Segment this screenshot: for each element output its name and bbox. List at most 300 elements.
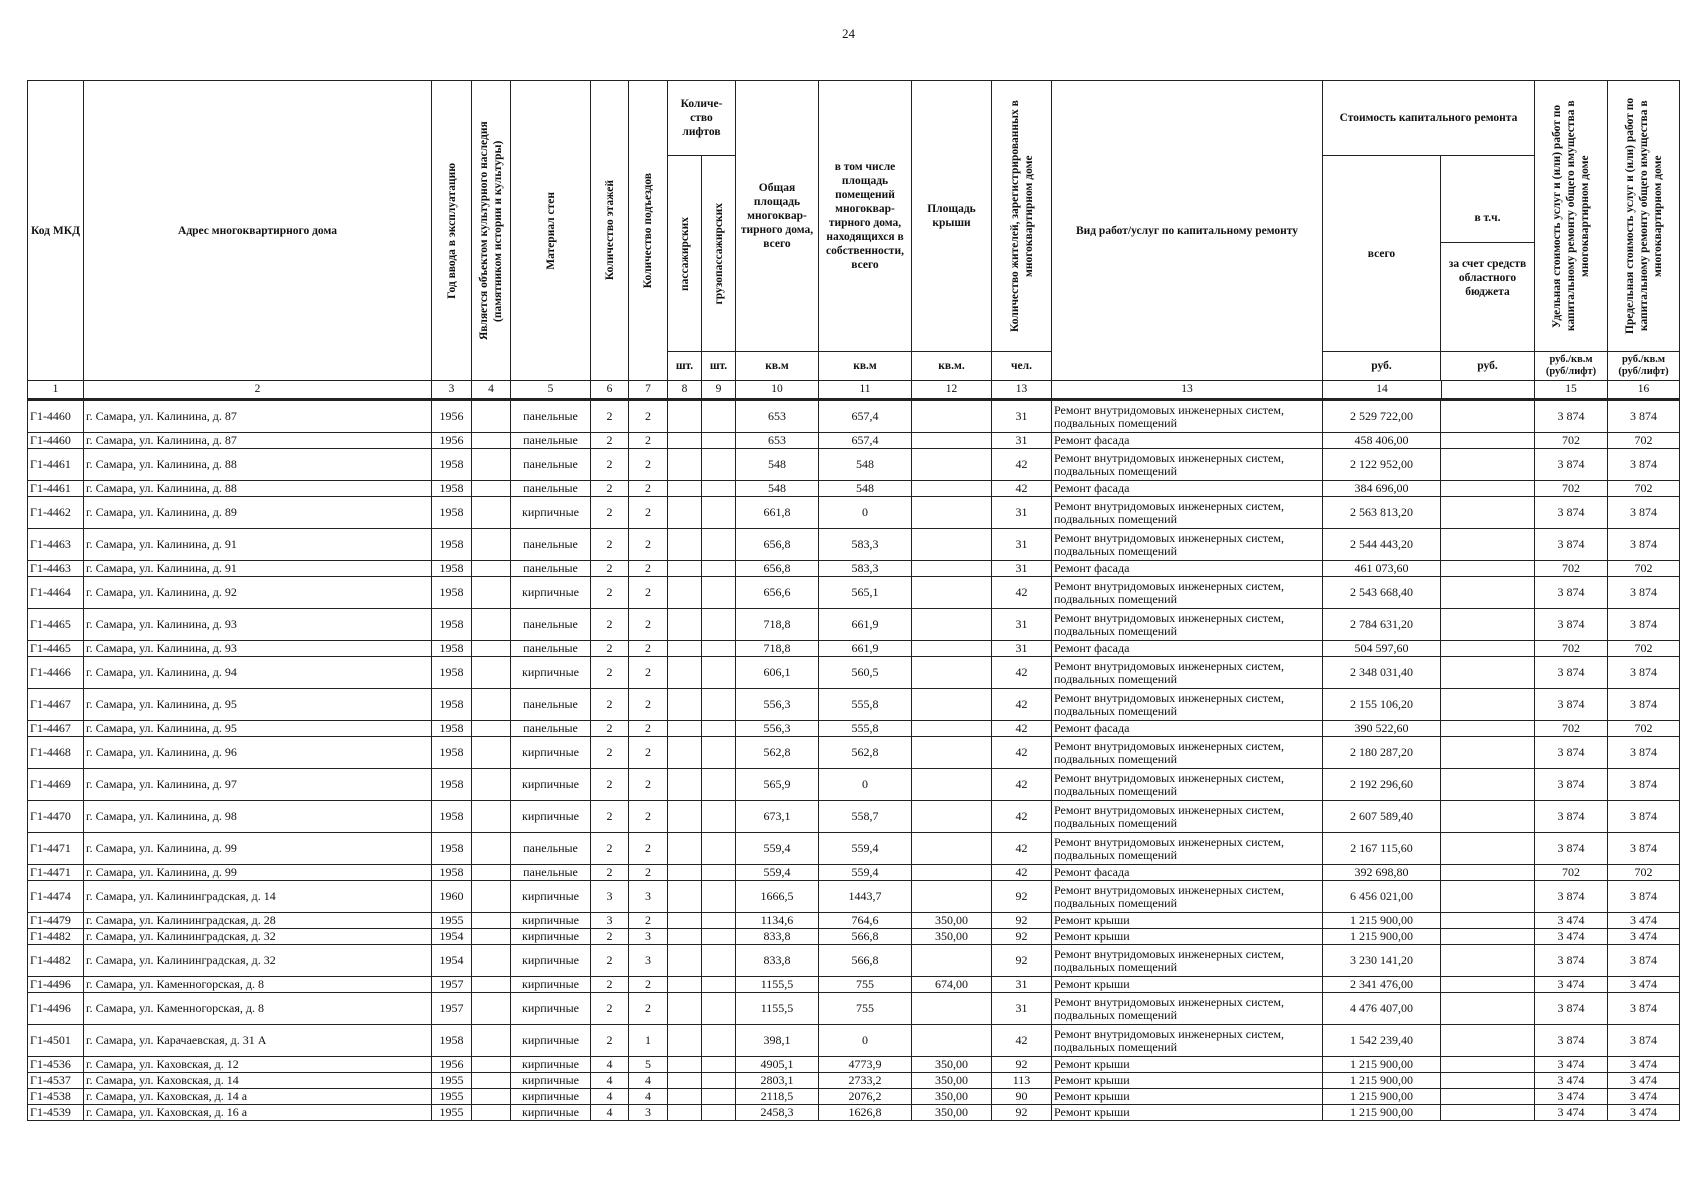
row-lifts-passenger (668, 769, 702, 801)
row-material: кирпичные (511, 977, 591, 993)
row-material: панельные (511, 641, 591, 657)
row-cost-regional (1441, 1105, 1535, 1121)
row-address: г. Самара, ул. Калининградская, д. 28 (84, 913, 432, 929)
row-code: Г1-4467 (28, 721, 84, 737)
row-unit-cost: 3 874 (1535, 609, 1608, 641)
row-cost-total: 2 155 106,20 (1323, 689, 1441, 721)
row-work-type: Ремонт внутридомовых инженерных систем, подвальных помещений (1052, 737, 1323, 769)
row-total-area: 559,4 (736, 865, 819, 881)
row-material: панельные (511, 481, 591, 497)
row-material: панельные (511, 609, 591, 641)
row-heritage (472, 433, 511, 449)
row-heritage (472, 497, 511, 529)
row-unit-cost: 702 (1535, 641, 1608, 657)
row-cost-total: 392 698,80 (1323, 865, 1441, 881)
col-number (1323, 381, 1535, 400)
row-entrances: 2 (629, 865, 668, 881)
row-work-type: Ремонт крыши (1052, 929, 1323, 945)
unit-unit-cost: руб./кв.м (руб/лифт) (1535, 352, 1608, 381)
row-cost-regional (1441, 481, 1535, 497)
row-address: г. Самара, ул. Карачаевская, д. 31 А (84, 1025, 432, 1057)
row-address: г. Самара, ул. Калинина, д. 95 (84, 721, 432, 737)
col-header-total-area: Общая площадь многоквар-тирного дома, всего (736, 81, 819, 352)
row-lifts-passenger (668, 929, 702, 945)
row-heritage (472, 1025, 511, 1057)
row-material: панельные (511, 449, 591, 481)
row-address: г. Самара, ул. Калинина, д. 94 (84, 657, 432, 689)
row-max-cost: 3 874 (1608, 833, 1680, 865)
row-code: Г1-4465 (28, 609, 84, 641)
row-address: г. Самара, ул. Каховская, д. 14 а (84, 1089, 432, 1105)
row-cost-total: 1 215 900,00 (1323, 1057, 1441, 1073)
col-header-roof-area: Площадь крыши (912, 81, 992, 352)
row-heritage (472, 929, 511, 945)
row-total-area: 559,4 (736, 833, 819, 865)
row-total-area: 548 (736, 449, 819, 481)
row-total-area: 718,8 (736, 609, 819, 641)
row-cost-total: 2 341 476,00 (1323, 977, 1441, 993)
row-owned-area: 755 (819, 977, 912, 993)
col-header-cost-regional: за счет средств областного бюджета (1448, 258, 1527, 299)
row-year: 1955 (432, 1089, 472, 1105)
row-roof-area (912, 881, 992, 913)
row-address: г. Самара, ул. Калининградская, д. 14 (84, 881, 432, 913)
row-unit-cost: 3 874 (1535, 881, 1608, 913)
row-cost-total: 458 406,00 (1323, 433, 1441, 449)
row-address: г. Самара, ул. Калинина, д. 93 (84, 641, 432, 657)
row-total-area: 556,3 (736, 721, 819, 737)
row-residents: 31 (992, 609, 1052, 641)
col-header-heritage-text: Является объектом культурного наследия (памятником истории и культуры) (478, 121, 504, 340)
row-unit-cost: 3 874 (1535, 945, 1608, 977)
row-floors: 2 (591, 721, 629, 737)
row-roof-area (912, 993, 992, 1025)
row-total-area: 656,8 (736, 529, 819, 561)
row-floors: 2 (591, 993, 629, 1025)
row-address: г. Самара, ул. Каменногорская, д. 8 (84, 977, 432, 993)
row-entrances: 3 (629, 881, 668, 913)
row-address: г. Самара, ул. Каховская, д. 12 (84, 1057, 432, 1073)
row-owned-area: 0 (819, 769, 912, 801)
col-header-code: Код МКД (28, 81, 84, 381)
row-work-type: Ремонт крыши (1052, 1089, 1323, 1105)
row-cost-total: 1 215 900,00 (1323, 1105, 1441, 1121)
row-code: Г1-4479 (28, 913, 84, 929)
row-roof-area: 350,00 (912, 929, 992, 945)
row-residents: 31 (992, 977, 1052, 993)
row-address: г. Самара, ул. Каховская, д. 14 (84, 1073, 432, 1089)
row-floors: 4 (591, 1073, 629, 1089)
row-year: 1955 (432, 1105, 472, 1121)
row-lifts-freight (702, 657, 736, 689)
row-roof-area: 350,00 (912, 1073, 992, 1089)
row-year: 1958 (432, 721, 472, 737)
row-unit-cost: 3 874 (1535, 769, 1608, 801)
row-lifts-freight (702, 721, 736, 737)
row-max-cost: 702 (1608, 561, 1680, 577)
row-cost-total: 1 215 900,00 (1323, 929, 1441, 945)
row-entrances: 2 (629, 689, 668, 721)
row-code: Г1-4466 (28, 657, 84, 689)
row-floors: 2 (591, 865, 629, 881)
row-floors: 2 (591, 801, 629, 833)
row-max-cost: 3 874 (1608, 529, 1680, 561)
row-lifts-freight (702, 449, 736, 481)
row-lifts-freight (702, 1025, 736, 1057)
row-code: Г1-4501 (28, 1025, 84, 1057)
row-year: 1956 (432, 1057, 472, 1073)
row-work-type: Ремонт крыши (1052, 1057, 1323, 1073)
row-cost-regional (1441, 721, 1535, 737)
row-total-area: 2458,3 (736, 1105, 819, 1121)
row-roof-area (912, 721, 992, 737)
row-entrances: 1 (629, 1025, 668, 1057)
row-code: Г1-4471 (28, 833, 84, 865)
col-number: 13 (1052, 381, 1323, 400)
row-unit-cost: 3 474 (1535, 1089, 1608, 1105)
row-year: 1956 (432, 433, 472, 449)
row-entrances: 2 (629, 561, 668, 577)
row-owned-area: 0 (819, 497, 912, 529)
row-lifts-freight (702, 993, 736, 1025)
row-unit-cost: 3 474 (1535, 1105, 1608, 1121)
row-work-type: Ремонт внутридомовых инженерных систем, подвальных помещений (1052, 449, 1323, 481)
col-header-residents-text: Количество жителей, зарегистрированных в многоквартирном доме (1008, 100, 1035, 332)
row-work-type: Ремонт крыши (1052, 977, 1323, 993)
row-cost-total: 2 784 631,20 (1323, 609, 1441, 641)
row-total-area: 556,3 (736, 689, 819, 721)
table-row (28, 1057, 1680, 1073)
row-entrances: 3 (629, 929, 668, 945)
table-row (28, 609, 1680, 641)
row-residents: 113 (992, 1073, 1052, 1089)
row-code: Г1-4482 (28, 945, 84, 977)
row-material: кирпичные (511, 577, 591, 609)
row-address: г. Самара, ул. Каменногорская, д. 8 (84, 993, 432, 1025)
row-floors: 2 (591, 497, 629, 529)
row-unit-cost: 702 (1535, 865, 1608, 881)
row-code: Г1-4463 (28, 529, 84, 561)
row-total-area: 833,8 (736, 929, 819, 945)
row-lifts-freight (702, 977, 736, 993)
row-cost-regional (1441, 1025, 1535, 1057)
row-work-type: Ремонт крыши (1052, 913, 1323, 929)
row-total-area: 673,1 (736, 801, 819, 833)
row-cost-total: 2 180 287,20 (1323, 737, 1441, 769)
col-number: 12 (912, 381, 992, 400)
table-row (28, 689, 1680, 721)
row-total-area: 661,8 (736, 497, 819, 529)
row-residents: 42 (992, 833, 1052, 865)
row-roof-area: 350,00 (912, 1057, 992, 1073)
row-year: 1955 (432, 913, 472, 929)
row-owned-area: 566,8 (819, 929, 912, 945)
row-lifts-freight (702, 433, 736, 449)
col-header-lifts-freight-text: грузопассажирских (712, 202, 725, 305)
row-roof-area (912, 449, 992, 481)
row-total-area: 656,6 (736, 577, 819, 609)
row-unit-cost: 3 874 (1535, 801, 1608, 833)
row-material: кирпичные (511, 945, 591, 977)
row-unit-cost: 3 474 (1535, 929, 1608, 945)
row-address: г. Самара, ул. Калинина, д. 87 (84, 433, 432, 449)
row-residents: 42 (992, 737, 1052, 769)
row-cost-regional (1441, 769, 1535, 801)
row-max-cost: 702 (1608, 721, 1680, 737)
row-year: 1958 (432, 641, 472, 657)
row-residents: 42 (992, 865, 1052, 881)
row-cost-total: 2 167 115,60 (1323, 833, 1441, 865)
row-lifts-freight (702, 833, 736, 865)
row-year: 1958 (432, 497, 472, 529)
row-max-cost: 3 874 (1608, 737, 1680, 769)
row-address: г. Самара, ул. Калининградская, д. 32 (84, 945, 432, 977)
row-year: 1958 (432, 1025, 472, 1057)
row-owned-area: 2076,2 (819, 1089, 912, 1105)
row-floors: 4 (591, 1105, 629, 1121)
row-material: кирпичные (511, 769, 591, 801)
row-address: г. Самара, ул. Калинина, д. 92 (84, 577, 432, 609)
row-total-area: 653 (736, 400, 819, 433)
col-header-cost-regional-group (1441, 156, 1535, 352)
row-owned-area: 555,8 (819, 721, 912, 737)
row-year: 1958 (432, 561, 472, 577)
col-header-entrances (629, 81, 668, 381)
row-owned-area: 4773,9 (819, 1057, 912, 1073)
row-max-cost: 3 474 (1608, 1073, 1680, 1089)
row-residents: 92 (992, 913, 1052, 929)
row-lifts-passenger (668, 1073, 702, 1089)
row-lifts-passenger (668, 609, 702, 641)
row-lifts-passenger (668, 689, 702, 721)
table-row (28, 993, 1680, 1025)
row-cost-regional (1441, 833, 1535, 865)
row-lifts-passenger (668, 865, 702, 881)
table-row (28, 881, 1680, 913)
row-cost-regional (1441, 561, 1535, 577)
row-owned-area: 558,7 (819, 801, 912, 833)
table-row (28, 913, 1680, 929)
row-floors: 3 (591, 913, 629, 929)
row-material: кирпичные (511, 1105, 591, 1121)
row-lifts-freight (702, 481, 736, 497)
row-residents: 42 (992, 481, 1052, 497)
row-unit-cost: 702 (1535, 721, 1608, 737)
row-work-type: Ремонт внутридомовых инженерных систем, подвальных помещений (1052, 529, 1323, 561)
row-lifts-freight (702, 1057, 736, 1073)
row-cost-total: 1 542 239,40 (1323, 1025, 1441, 1057)
row-max-cost: 702 (1608, 433, 1680, 449)
row-unit-cost: 702 (1535, 433, 1608, 449)
row-lifts-freight (702, 801, 736, 833)
row-material: панельные (511, 433, 591, 449)
row-address: г. Самара, ул. Калинина, д. 98 (84, 801, 432, 833)
row-total-area: 606,1 (736, 657, 819, 689)
col-header-entrances-text: Количество подъездов (642, 172, 654, 289)
row-heritage (472, 657, 511, 689)
col-header-heritage (472, 81, 511, 381)
capital-repair-table (27, 80, 1680, 1121)
row-lifts-passenger (668, 913, 702, 929)
row-lifts-passenger (668, 481, 702, 497)
unit-residents: чел. (992, 352, 1052, 381)
row-owned-area: 0 (819, 1025, 912, 1057)
col-number: 4 (472, 381, 511, 400)
row-roof-area (912, 481, 992, 497)
row-cost-total: 6 456 021,00 (1323, 881, 1441, 913)
row-code: Г1-4474 (28, 881, 84, 913)
row-year: 1955 (432, 1073, 472, 1089)
row-lifts-freight (702, 737, 736, 769)
row-material: панельные (511, 833, 591, 865)
col-header-lifts: Количе-ство лифтов (668, 81, 736, 156)
row-max-cost: 702 (1608, 865, 1680, 881)
col-header-floors (591, 81, 629, 381)
row-lifts-freight (702, 609, 736, 641)
row-material: кирпичные (511, 929, 591, 945)
row-max-cost: 3 874 (1608, 609, 1680, 641)
row-roof-area (912, 737, 992, 769)
table-row (28, 529, 1680, 561)
row-floors: 2 (591, 433, 629, 449)
row-total-area: 653 (736, 433, 819, 449)
table-row (28, 721, 1680, 737)
row-heritage (472, 1073, 511, 1089)
row-code: Г1-4460 (28, 400, 84, 433)
row-work-type: Ремонт внутридомовых инженерных систем, подвальных помещений (1052, 577, 1323, 609)
col-header-lifts-passenger (668, 156, 702, 352)
row-unit-cost: 3 474 (1535, 913, 1608, 929)
row-material: кирпичные (511, 1057, 591, 1073)
row-floors: 3 (591, 881, 629, 913)
table-row (28, 833, 1680, 865)
row-year: 1958 (432, 801, 472, 833)
row-max-cost: 3 874 (1608, 577, 1680, 609)
row-entrances: 2 (629, 609, 668, 641)
row-address: г. Самара, ул. Калинина, д. 88 (84, 481, 432, 497)
row-max-cost: 3 874 (1608, 449, 1680, 481)
row-entrances: 2 (629, 977, 668, 993)
row-lifts-freight (702, 1089, 736, 1105)
unit-pcs-passenger: шт. (668, 352, 702, 381)
row-entrances: 4 (629, 1073, 668, 1089)
row-material: панельные (511, 721, 591, 737)
col-header-cost-incl: в т.ч. (1441, 194, 1534, 243)
row-cost-regional (1441, 977, 1535, 993)
row-owned-area: 583,3 (819, 561, 912, 577)
row-heritage (472, 400, 511, 433)
row-lifts-passenger (668, 833, 702, 865)
row-cost-regional (1441, 913, 1535, 929)
row-work-type: Ремонт фасада (1052, 721, 1323, 737)
row-year: 1958 (432, 449, 472, 481)
row-year: 1958 (432, 657, 472, 689)
unit-owned-area: кв.м (819, 352, 912, 381)
row-material: панельные (511, 400, 591, 433)
row-lifts-passenger (668, 657, 702, 689)
row-floors: 4 (591, 1057, 629, 1073)
row-code: Г1-4463 (28, 561, 84, 577)
row-total-area: 548 (736, 481, 819, 497)
unit-roof-area: кв.м. (912, 352, 992, 381)
row-lifts-freight (702, 689, 736, 721)
row-lifts-freight (702, 865, 736, 881)
table-row (28, 641, 1680, 657)
row-lifts-passenger (668, 400, 702, 433)
row-work-type: Ремонт фасада (1052, 865, 1323, 881)
row-work-type: Ремонт внутридомовых инженерных систем, подвальных помещений (1052, 1025, 1323, 1057)
col-header-unit-cost (1535, 81, 1608, 352)
row-entrances: 2 (629, 529, 668, 561)
table-row (28, 449, 1680, 481)
row-residents: 42 (992, 449, 1052, 481)
row-year: 1957 (432, 977, 472, 993)
row-unit-cost: 3 874 (1535, 400, 1608, 433)
row-roof-area (912, 865, 992, 881)
row-unit-cost: 3 874 (1535, 449, 1608, 481)
row-roof-area: 350,00 (912, 913, 992, 929)
row-total-area: 718,8 (736, 641, 819, 657)
row-unit-cost: 3 874 (1535, 657, 1608, 689)
row-roof-area (912, 577, 992, 609)
row-work-type: Ремонт крыши (1052, 1073, 1323, 1089)
row-floors: 4 (591, 1089, 629, 1105)
col-number: 15 (1535, 381, 1608, 400)
row-code: Г1-4470 (28, 801, 84, 833)
row-lifts-passenger (668, 497, 702, 529)
row-total-area: 833,8 (736, 945, 819, 977)
row-residents: 31 (992, 400, 1052, 433)
row-work-type: Ремонт внутридомовых инженерных систем, подвальных помещений (1052, 609, 1323, 641)
row-total-area: 2118,5 (736, 1089, 819, 1105)
row-owned-area: 559,4 (819, 833, 912, 865)
row-material: кирпичные (511, 497, 591, 529)
row-total-area: 1666,5 (736, 881, 819, 913)
row-lifts-passenger (668, 561, 702, 577)
row-heritage (472, 481, 511, 497)
row-code: Г1-4539 (28, 1105, 84, 1121)
row-heritage (472, 449, 511, 481)
row-roof-area (912, 561, 992, 577)
row-unit-cost: 3 874 (1535, 689, 1608, 721)
row-roof-area (912, 833, 992, 865)
row-floors: 2 (591, 833, 629, 865)
row-lifts-freight (702, 929, 736, 945)
row-total-area: 4905,1 (736, 1057, 819, 1073)
row-cost-regional (1441, 1073, 1535, 1089)
row-address: г. Самара, ул. Калинина, д. 96 (84, 737, 432, 769)
row-lifts-freight (702, 641, 736, 657)
row-roof-area (912, 433, 992, 449)
col-header-lifts-freight (702, 156, 736, 352)
row-lifts-passenger (668, 577, 702, 609)
row-entrances: 3 (629, 945, 668, 977)
row-floors: 2 (591, 945, 629, 977)
row-year: 1958 (432, 529, 472, 561)
row-lifts-passenger (668, 433, 702, 449)
row-work-type: Ремонт фасада (1052, 433, 1323, 449)
row-heritage (472, 577, 511, 609)
row-code: Г1-4536 (28, 1057, 84, 1073)
row-unit-cost: 3 874 (1535, 1025, 1608, 1057)
row-work-type: Ремонт фасада (1052, 561, 1323, 577)
row-cost-regional (1441, 529, 1535, 561)
col-header-cost: Стоимость капитального ремонта (1323, 81, 1535, 156)
row-roof-area (912, 801, 992, 833)
row-heritage (472, 1089, 511, 1105)
unit-cost-regional: руб. (1441, 352, 1535, 381)
row-address: г. Самара, ул. Калинина, д. 99 (84, 833, 432, 865)
